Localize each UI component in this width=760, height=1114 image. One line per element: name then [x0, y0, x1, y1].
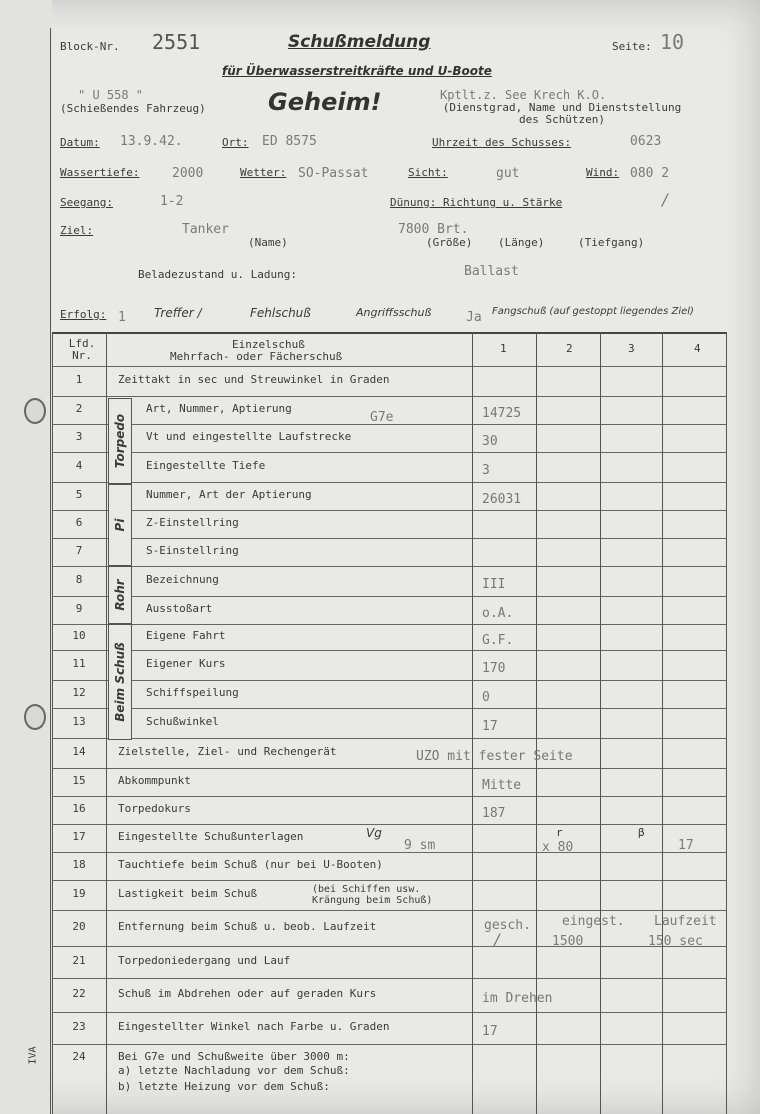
row-rule: [52, 538, 726, 539]
swell-value: /: [662, 190, 668, 209]
row-value: 0: [482, 690, 490, 705]
table-top-rule: [52, 332, 726, 334]
row-rule: [52, 978, 726, 979]
row-description: Art, Nummer, Aptierung: [146, 402, 292, 415]
block-label: Block-Nr.: [60, 40, 120, 53]
row-rule: [52, 880, 726, 881]
column-line: [472, 332, 473, 1114]
col-head-desc-2: Mehrfach- oder Fächerschuß: [170, 350, 343, 363]
group-beim-schuss: Beim Schuß: [108, 624, 132, 740]
target-label: Ziel:: [60, 224, 94, 237]
row-description: Bei G7e und Schußweite über 3000 m:: [118, 1050, 350, 1063]
length-label: (Länge): [498, 236, 545, 249]
row-description: Tauchtiefe beim Schuß (nur bei U-Booten): [118, 858, 383, 871]
row-description: Vt und eingestellte Laufstrecke: [146, 430, 352, 443]
row-description: S-Einstellring: [146, 544, 239, 557]
draft-label: (Tiefgang): [578, 236, 645, 249]
secret-stamp: Geheim!: [268, 88, 382, 116]
row-value: G.F.: [482, 633, 514, 648]
row-number: 17: [72, 830, 86, 843]
wind-label: Wind:: [586, 166, 620, 179]
row-description: Abkommpunkt: [118, 774, 191, 787]
row-rule: [52, 1044, 726, 1045]
load-label: Beladezustand u. Ladung:: [138, 268, 297, 281]
row20-gesch: gesch.: [484, 918, 531, 933]
col-head-1: 1: [500, 342, 507, 355]
miss-label: Fehlschuß: [250, 306, 311, 320]
load-value: Ballast: [464, 264, 519, 279]
page-number: 10: [660, 30, 685, 54]
row-description: Lastigkeit beim Schuß: [118, 887, 258, 900]
col-head-3: 3: [628, 342, 635, 355]
row-description: Zeittakt in sec und Streuwinkel in Graden: [118, 373, 390, 386]
row-description: Schiffspeilung: [146, 686, 239, 699]
row17-beta-value: 17: [678, 838, 694, 853]
row-number: 10: [72, 629, 86, 642]
target-name: Tanker: [182, 222, 229, 237]
row-description: Zielstelle, Ziel- und Rechengerät: [118, 745, 337, 758]
row-value: 3: [482, 463, 490, 478]
row-value: 170: [482, 661, 506, 676]
row-rule: [52, 824, 726, 825]
row-number: 9: [75, 602, 83, 615]
place-value: ED 8575: [262, 134, 317, 149]
row24-note-b: b) letzte Heizung vor dem Schuß:: [118, 1080, 330, 1093]
row-number: 3: [75, 430, 83, 443]
page-label: Seite:: [612, 40, 652, 53]
sight-value: gut: [496, 166, 520, 181]
row-value: 26031: [482, 492, 522, 507]
row-description: Schußwinkel: [146, 715, 219, 728]
row-value: 14725: [482, 406, 522, 421]
depth-label: Wassertiefe:: [60, 166, 140, 179]
row-rule: [52, 796, 726, 797]
date-label: Datum:: [60, 136, 100, 149]
row-description: Eingestellter Winkel nach Farbe u. Graden: [118, 1020, 390, 1033]
row17-vg-value: 9 sm: [404, 838, 436, 853]
row-rule: [52, 910, 726, 911]
row-rule: [52, 624, 726, 625]
row-number: 19: [72, 887, 86, 900]
target-size: 7800 Brt.: [398, 222, 469, 237]
time-value: 0623: [630, 134, 662, 149]
row-description: Ausstoßart: [146, 602, 213, 615]
row20-gesch-value: /: [494, 930, 500, 949]
depth-value: 2000: [172, 166, 204, 181]
row-description: Schuß im Abdrehen oder auf geraden Kurs: [118, 987, 377, 1000]
name-label: (Name): [248, 236, 288, 249]
column-line: [106, 332, 107, 1114]
row-rule: [52, 510, 726, 511]
row-description: Eigener Kurs: [146, 657, 226, 670]
form-subtitle: für Überwasserstreitkräfte und U-Boote: [222, 64, 492, 78]
sight-label: Sicht:: [408, 166, 448, 179]
column-line: [600, 332, 601, 1114]
row-value: 17: [482, 1024, 498, 1039]
row-description: Eingestellte Schußunterlagen: [118, 830, 304, 843]
column-line: [726, 332, 727, 1114]
row-rule: [52, 596, 726, 597]
row-number: 12: [72, 686, 86, 699]
row-number: 1: [75, 373, 83, 386]
row-value: 187: [482, 806, 506, 821]
block-number: 2551: [152, 30, 201, 54]
sea-label: Seegang:: [60, 196, 113, 209]
row-number: 13: [72, 715, 86, 728]
row-number: 7: [75, 544, 83, 557]
row20-eingest-value: 1500: [552, 934, 584, 949]
weather-label: Wetter:: [240, 166, 287, 179]
row-number: 20: [72, 920, 86, 933]
row-description: Nummer, Art der Aptierung: [146, 488, 312, 501]
col-head-4: 4: [694, 342, 701, 355]
hits-value: 1: [118, 310, 126, 325]
attack-label: Angriffsschuß: [356, 306, 432, 319]
row20-laufzeit-value: 150 sec: [648, 934, 703, 949]
row-number: 8: [75, 573, 83, 586]
row-number: 11: [72, 657, 86, 670]
row-rule: [52, 366, 726, 367]
row24-note-a: a) letzte Nachladung vor dem Schuß:: [118, 1064, 350, 1077]
col-head-number: Lfd. Nr.: [68, 337, 96, 362]
row-number: 23: [72, 1020, 86, 1033]
row-rule: [52, 452, 726, 453]
row-rule: [52, 482, 726, 483]
row-number: 4: [75, 459, 83, 472]
success-label: Erfolg:: [60, 308, 107, 321]
row-number: 22: [72, 987, 86, 1000]
column-line: [662, 332, 663, 1114]
row-description: Bezeichnung: [146, 573, 219, 586]
vessel-label: (Schießendes Fahrzeug): [60, 102, 206, 115]
group-pi: Pi: [108, 484, 132, 566]
row-description: Z-Einstellring: [146, 516, 239, 529]
row-rule: [52, 946, 726, 947]
row-description: Eingestellte Tiefe: [146, 459, 266, 472]
row-number: 21: [72, 954, 86, 967]
row-number: 5: [75, 488, 83, 501]
row-rule: [52, 396, 726, 397]
col-head-desc-1: Einzelschuß: [232, 338, 305, 351]
margin-note: IVA: [27, 1046, 39, 1065]
torpedo-type: G7e: [370, 410, 394, 425]
row-description: Torpedoniedergang und Lauf: [118, 954, 291, 967]
sea-value: 1-2: [160, 194, 184, 209]
row-number: 15: [72, 774, 86, 787]
row17-r-value: x 80: [542, 840, 574, 855]
row-rule: [52, 680, 726, 681]
vessel-value: " U 558 ": [78, 88, 144, 102]
row17-vg-label: Vg: [366, 826, 382, 840]
row-description: Torpedokurs: [118, 802, 191, 815]
date-value: 13.9.42.: [120, 134, 183, 149]
row-rule: [52, 708, 726, 709]
coup-value: Ja: [466, 310, 482, 325]
shooter-label: (Dienstgrad, Name und Dienststellung des Schützen): [442, 101, 682, 126]
row-rule: [52, 650, 726, 651]
row-value: o.A.: [482, 606, 514, 621]
row-rule: [52, 852, 726, 853]
row17-beta-label: β: [638, 826, 645, 839]
row-value: UZO mit fester Seite: [416, 749, 573, 764]
time-label: Uhrzeit des Schusses:: [432, 136, 572, 149]
row-number: 6: [75, 516, 83, 529]
row-number: 16: [72, 802, 86, 815]
col-head-2: 2: [566, 342, 573, 355]
row-value: 17: [482, 719, 498, 734]
group-torpedo: Torpedo: [108, 398, 132, 484]
place-label: Ort:: [222, 136, 249, 149]
row17-r-label: r: [556, 826, 563, 839]
row19-note: (bei Schiffen usw. Krängung beim Schuß): [312, 884, 433, 906]
row-value: Mitte: [482, 778, 522, 793]
row-number: 14: [72, 745, 86, 758]
shooter-value: Kptlt.z. See Krech K.O.: [440, 88, 607, 102]
row-value: 30: [482, 434, 498, 449]
hits-label: Treffer /: [154, 306, 202, 320]
group-rohr: Rohr: [108, 566, 132, 624]
row-rule: [52, 738, 726, 739]
row-number: 18: [72, 858, 86, 871]
weather-value: SO-Passat: [298, 166, 369, 181]
wind-value: 080 2: [630, 166, 670, 181]
form-title: Schußmeldung: [288, 32, 431, 52]
swell-label: Dünung: Richtung u. Stärke: [390, 196, 563, 209]
row20-eingest: eingest.: [562, 914, 625, 929]
size-label: (Größe): [426, 236, 473, 249]
row-value: III: [482, 577, 506, 592]
row-description: Entfernung beim Schuß u. beob. Laufzeit: [118, 920, 377, 933]
row-rule: [52, 566, 726, 567]
coup-label: Fangschuß (auf gestoppt liegendes Ziel): [492, 306, 694, 317]
row-rule: [52, 768, 726, 769]
row20-laufzeit: Laufzeit: [654, 914, 717, 929]
row-number: 2: [75, 402, 83, 415]
row-value: im Drehen: [482, 991, 553, 1006]
row-rule: [52, 1012, 726, 1013]
row-description: Eigene Fahrt: [146, 629, 226, 642]
row-number: 24: [72, 1050, 86, 1063]
